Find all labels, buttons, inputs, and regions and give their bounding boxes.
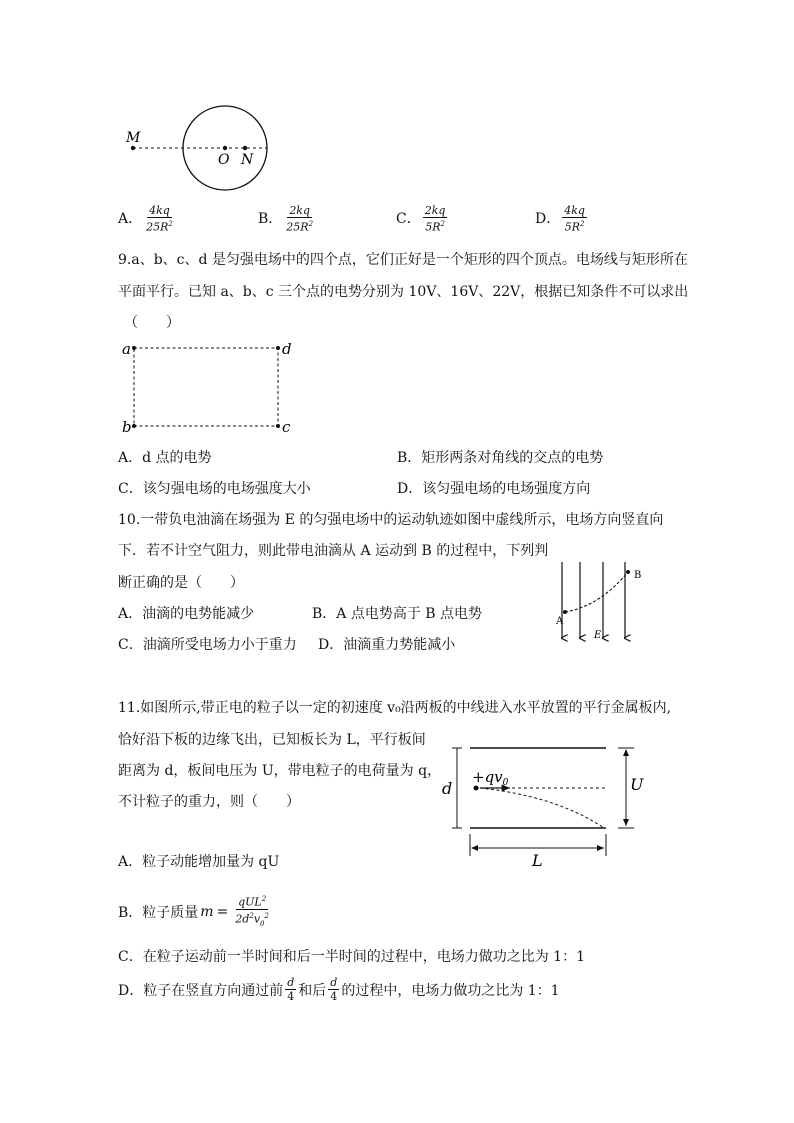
q10-option-d[interactable]: D．油滴重力势能减小 [318, 637, 456, 653]
label-o: O [218, 152, 230, 168]
label-d: d [282, 340, 292, 358]
q11-stem-line3: 距离为 d，板间电压为 U，带电粒子的电荷量为 q， [118, 763, 442, 779]
q11-stem-line4: 不计粒子的重力，则（ ） [118, 794, 300, 810]
point-b [626, 570, 630, 574]
label-l: L [532, 851, 543, 870]
vertex-a [132, 346, 136, 350]
label-b: B [634, 570, 642, 581]
label-d: d [442, 779, 453, 798]
dashed-rectangle [134, 348, 278, 426]
q8-option-c[interactable]: C． $\frac{2kq}{5R^2}$ [396, 204, 446, 234]
circle-figure [110, 96, 290, 196]
q9-option-c[interactable]: C．该匀强电场的电场强度大小 [118, 481, 311, 497]
d-over-4-second: $\frac{d}{4}$ [330, 976, 338, 1003]
mass-fraction: $\frac{qUL^2}{2d^2v_0^2}$ [235, 895, 269, 928]
q8-option-a[interactable]: A． $\frac{4kq}{25R^2}$ [118, 204, 173, 234]
label-a: A [556, 616, 564, 627]
q11-option-b[interactable]: B．粒子质量 m = $\frac{qUL^2}{2d^2v_0^2}$ [118, 893, 273, 931]
q11-option-a[interactable]: A．粒子动能增加量为 qU [118, 854, 280, 870]
label-m: M [126, 130, 141, 146]
label-b: b [122, 418, 132, 436]
q11-stem-line1: 11.如图所示,带正电的粒子以一定的初速度 v₀沿两板的中线进入水平放置的平行金属板内, [118, 700, 672, 716]
field-lines-figure [550, 556, 650, 646]
q10-stem-line1: 10.一带负电油滴在场强为 E 的匀强电场中的运动轨迹如图中虚线所示，电场方向竖直向 [118, 512, 664, 528]
particle-trajectory [480, 788, 604, 828]
capacitor-figure [436, 738, 656, 872]
q10-stem-line2: 下．若不计空气阻力，则此带电油滴从 A 运动到 B 的过程中，下列判 [118, 543, 549, 559]
q9-answer-blank: （ ） [124, 315, 180, 331]
q8-option-d[interactable]: D． $\frac{4kq}{5R^2}$ [535, 204, 585, 234]
particle [474, 786, 479, 791]
q8-option-b[interactable]: B． $\frac{2kq}{25R^2}$ [258, 204, 314, 234]
q10-option-c[interactable]: C．油滴所受电场力小于重力 [118, 637, 297, 653]
q9-stem-line2: 平面平行。已知 a、b、c 三个点的电势分别为 10V、16V、22V，根据已知条件不可以求出 [118, 284, 689, 300]
point-m [131, 146, 135, 150]
d-over-4-first: $\frac{d}{4}$ [287, 976, 295, 1003]
label-n: N [241, 152, 254, 168]
point-n [243, 146, 247, 150]
label-charge: $+qv_0$ [472, 768, 509, 788]
label-c: c [282, 418, 291, 436]
trajectory-dashed [565, 572, 628, 612]
q11-stem-line2: 恰好沿下板的边缘飞出，已知板长为 L，平行板间 [118, 732, 426, 748]
q10-option-b[interactable]: B．A 点电势高于 B 点电势 [312, 606, 483, 622]
q9-option-a[interactable]: A．d 点的电势 [118, 450, 212, 466]
label-u: U [630, 775, 644, 794]
q9-option-b[interactable]: B．矩形两条对角线的交点的电势 [397, 450, 604, 466]
q11-option-c[interactable]: C．在粒子运动前一半时间和后一半时间的过程中，电场力做功之比为 1：1 [118, 949, 585, 965]
q11-option-d[interactable]: D．粒子在竖直方向通过前 $\frac{d}{4}$ 和后 $\frac{d}{4}$ 的过程中，电场力做功之比为 1：1 [118, 976, 560, 1003]
point-a [563, 610, 567, 614]
q10-option-a[interactable]: A．油滴的电势能减少 [118, 606, 255, 622]
rectangle-figure [116, 336, 306, 440]
q10-stem-line3: 断正确的是（ ） [118, 575, 244, 591]
vertex-d [276, 346, 280, 350]
vertex-c [276, 424, 280, 428]
label-a: a [122, 340, 131, 358]
q9-option-d[interactable]: D．该匀强电场的电场强度方向 [397, 481, 591, 497]
q9-stem-line1: 9.a、b、c、d 是匀强电场中的四个点，它们正好是一个矩形的四个顶点。电场线与矩形所在 [118, 252, 688, 268]
vertex-b [132, 424, 136, 428]
label-e: E [594, 630, 602, 641]
point-o [223, 146, 227, 150]
